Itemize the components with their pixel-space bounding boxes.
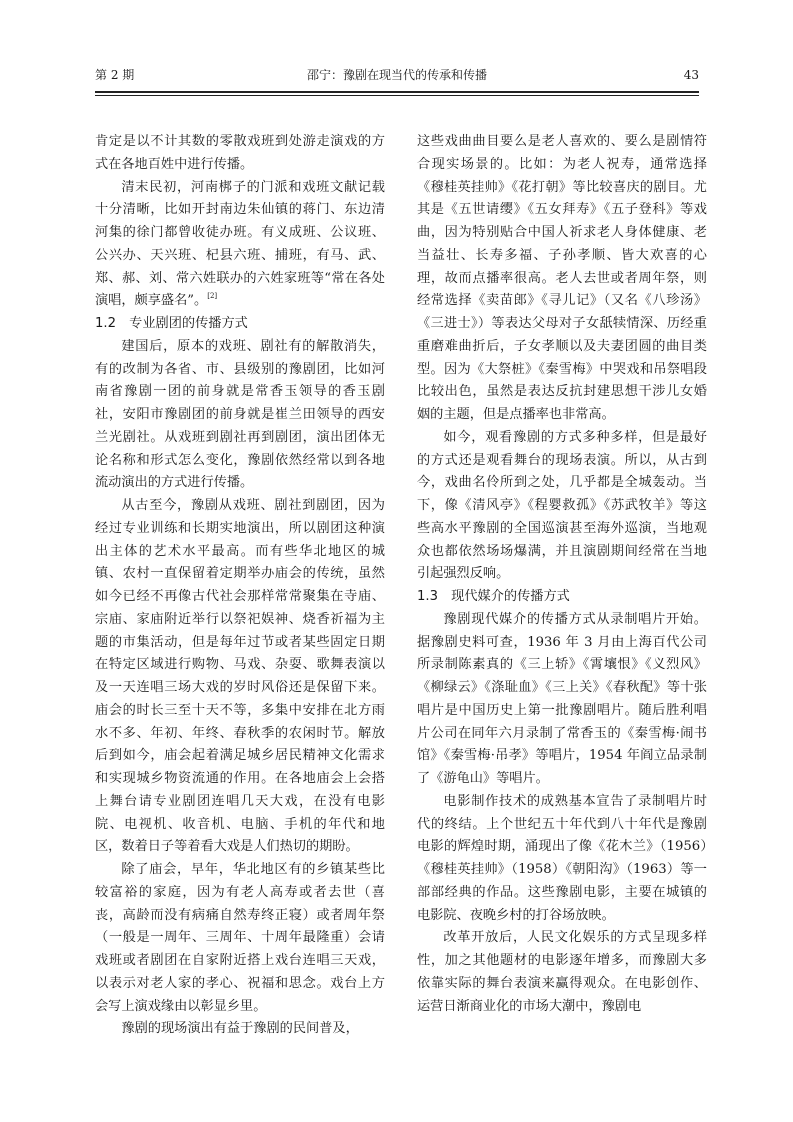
paragraph: 电影制作技术的成熟基本宣告了录制唱片时代的终结。上个世纪五十年代到八十年代是豫剧电影的辉煌时期，涌现出了像《花木兰》（1956）《穆桂英挂帅》（1958）《朝阳沟》（1963）等一部部经典的作品。这些豫剧电影，主要在城镇的电影院、夜晚乡村的打谷场放映。 [417,793,707,923]
paragraph: 建国后，原本的戏班、剧社有的解散消失，有的改制为各省、市、县级别的豫剧团，比如河南省豫剧一团的前身就是常香玉领导的香玉剧社，安阳市豫剧团的前身就是崔兰田领导的西安兰光剧社。从戏班到剧社再到剧团，演出团体无论名称和形式怎么变化，豫剧依然经常以到各地流动演出的方式进行传播。 [95,338,385,491]
right-column [417,131,707,1018]
paragraph: 如今，观看豫剧的方式多种多样，但是最好的方式还是观看舞台的现场表演。所以，从古到今，戏曲名伶所到之处，几乎都是全城轰动。当下，像《清风亭》《程婴救孤》《苏武牧羊》等这些高水平豫剧的全国巡演甚至海外巡演，当地观众也都依然场场爆满，并且演剧期间经常在当地引起强烈反响。 [417,429,707,582]
section-heading: 1.3 现代媒介的传播方式 [417,589,570,604]
paragraph: 改革开放后，人民文化娱乐的方式呈现多样性，加之其他题材的电影逐年增多，而豫剧大多依靠实际的舞台表演来赢得观众。在电影创作、运营日渐商业化的市场大潮中，豫剧电 [417,930,707,1014]
left-column [95,131,385,1041]
running-header [95,64,699,88]
paragraph: 从古至今，豫剧从戏班、剧社到剧团，因为经过专业训练和长期实地演出，所以剧团这种演出主体的艺术水平最高。而有些华北地区的城镇、农村一直保留着定期举办庙会的传统，虽然如今已经不再像古代社会那样常常聚集在寺庙、宗庙、家庙附近举行以祭祀娱神、烧香祈福为主题的市集活动，但是每年过节或者某些固定日期在特定区域进行购物、马戏、杂耍、歌舞表演以及一天连唱三场大戏的岁时风俗还是保留下来。庙会的时长三至十天不等，多集中安排在北方雨水不多、年初、年终、春秋季的农闲时节。解放后到如今，庙会起着满足城乡居民精神文化需求和实现城乡物资流通的作用。在各地庙会上会搭上舞台请专业剧团连唱几天大戏，在没有电影院、电视机、收音机、电脑、手机的年代和地区，数着日子等着看大戏是人们热切的期盼。 [95,498,385,855]
paragraph: 肯定是以不计其数的零散戏班到处游走演戏的方式在各地百姓中进行传播。 [95,134,385,172]
running-title: 邵宁：豫剧在现当代的传承和传播 [306,68,487,82]
section-heading: 1.2 专业剧团的传播方式 [95,316,248,331]
paragraph [95,177,385,314]
paragraph: 豫剧的现场演出有益于豫剧的民间普及， [121,1021,359,1037]
paragraph: 豫剧现代媒介的传播方式从录制唱片开始。据豫剧史料可查，1936 年 3 月由上海百代公司所录制陈素真的《三上轿》《霄壤恨》《义烈风》《柳绿云》《涤耻血》《三上关》《春秋配》等十张唱片是中国历史上第一批豫剧唱片。随后胜利唱片公司在同年六月录制了常香玉的《秦雪梅·闹书馆》《秦雪梅·吊孝》等唱片，1954 年阎立品录制了《游龟山》等唱片。 [417,611,707,786]
paragraph: 这些戏曲曲目要么是老人喜欢的、要么是剧情符合现实场景的。比如：为老人祝寿，通常选择《穆桂英挂帅》《花打朝》等比较喜庆的剧目。尤其是《五世请缨》《五女拜寿》《五子登科》等戏曲，因为特别贴合中国人祈求老人身体健康、老当益壮、长寿多福、子孙孝顺、皆大欢喜的心理，故而点播率很高。老人去世或者周年祭，则经常选择《卖苗郎》《寻儿记》（又名《八珍汤》《三进士》）等表达父母对子女舐犊情深、历经重重磨难曲折后，子女孝顺以及夫妻团圆的曲目类型。因为《大祭桩》《秦雪梅》中哭戏和吊祭唱段比较出色，虽然是表达反抗封建思想干涉儿女婚姻的主题，但是点播率也非常高。 [417,134,707,422]
issue-number: 第 2 期 [95,68,135,82]
citation-ref: [2] [207,292,218,301]
paragraph: 除了庙会，早年，华北地区有的乡镇某些比较富裕的家庭，因为有老人高寿或者去世（喜丧，高龄而没有病痛自然寿终正寝）或者周年祭（一般是一周年、三周年、十周年最隆重）会请戏班或者剧团在自家附近搭上戏台连唱三天戏，以表示对老人家的孝心、祝福和思念。戏台上方会写上演戏缘由以彰显乡里。 [95,862,385,1014]
paragraph-text: 清末民初，河南梆子的门派和戏班文献记载十分清晰，比如开封南边朱仙镇的蒋门、东边清河集的徐门都曾收徒办班。有义成班、公议班、公兴办、天兴班、杞县六班、捕班，有马、武、郑、郝、刘、常六姓联办的六姓家班等“常在各处演唱，颇享盛名”。 [95,179,385,309]
header-rule-thin [95,95,699,96]
page-number: 43 [683,68,699,82]
header-rule [95,91,699,93]
